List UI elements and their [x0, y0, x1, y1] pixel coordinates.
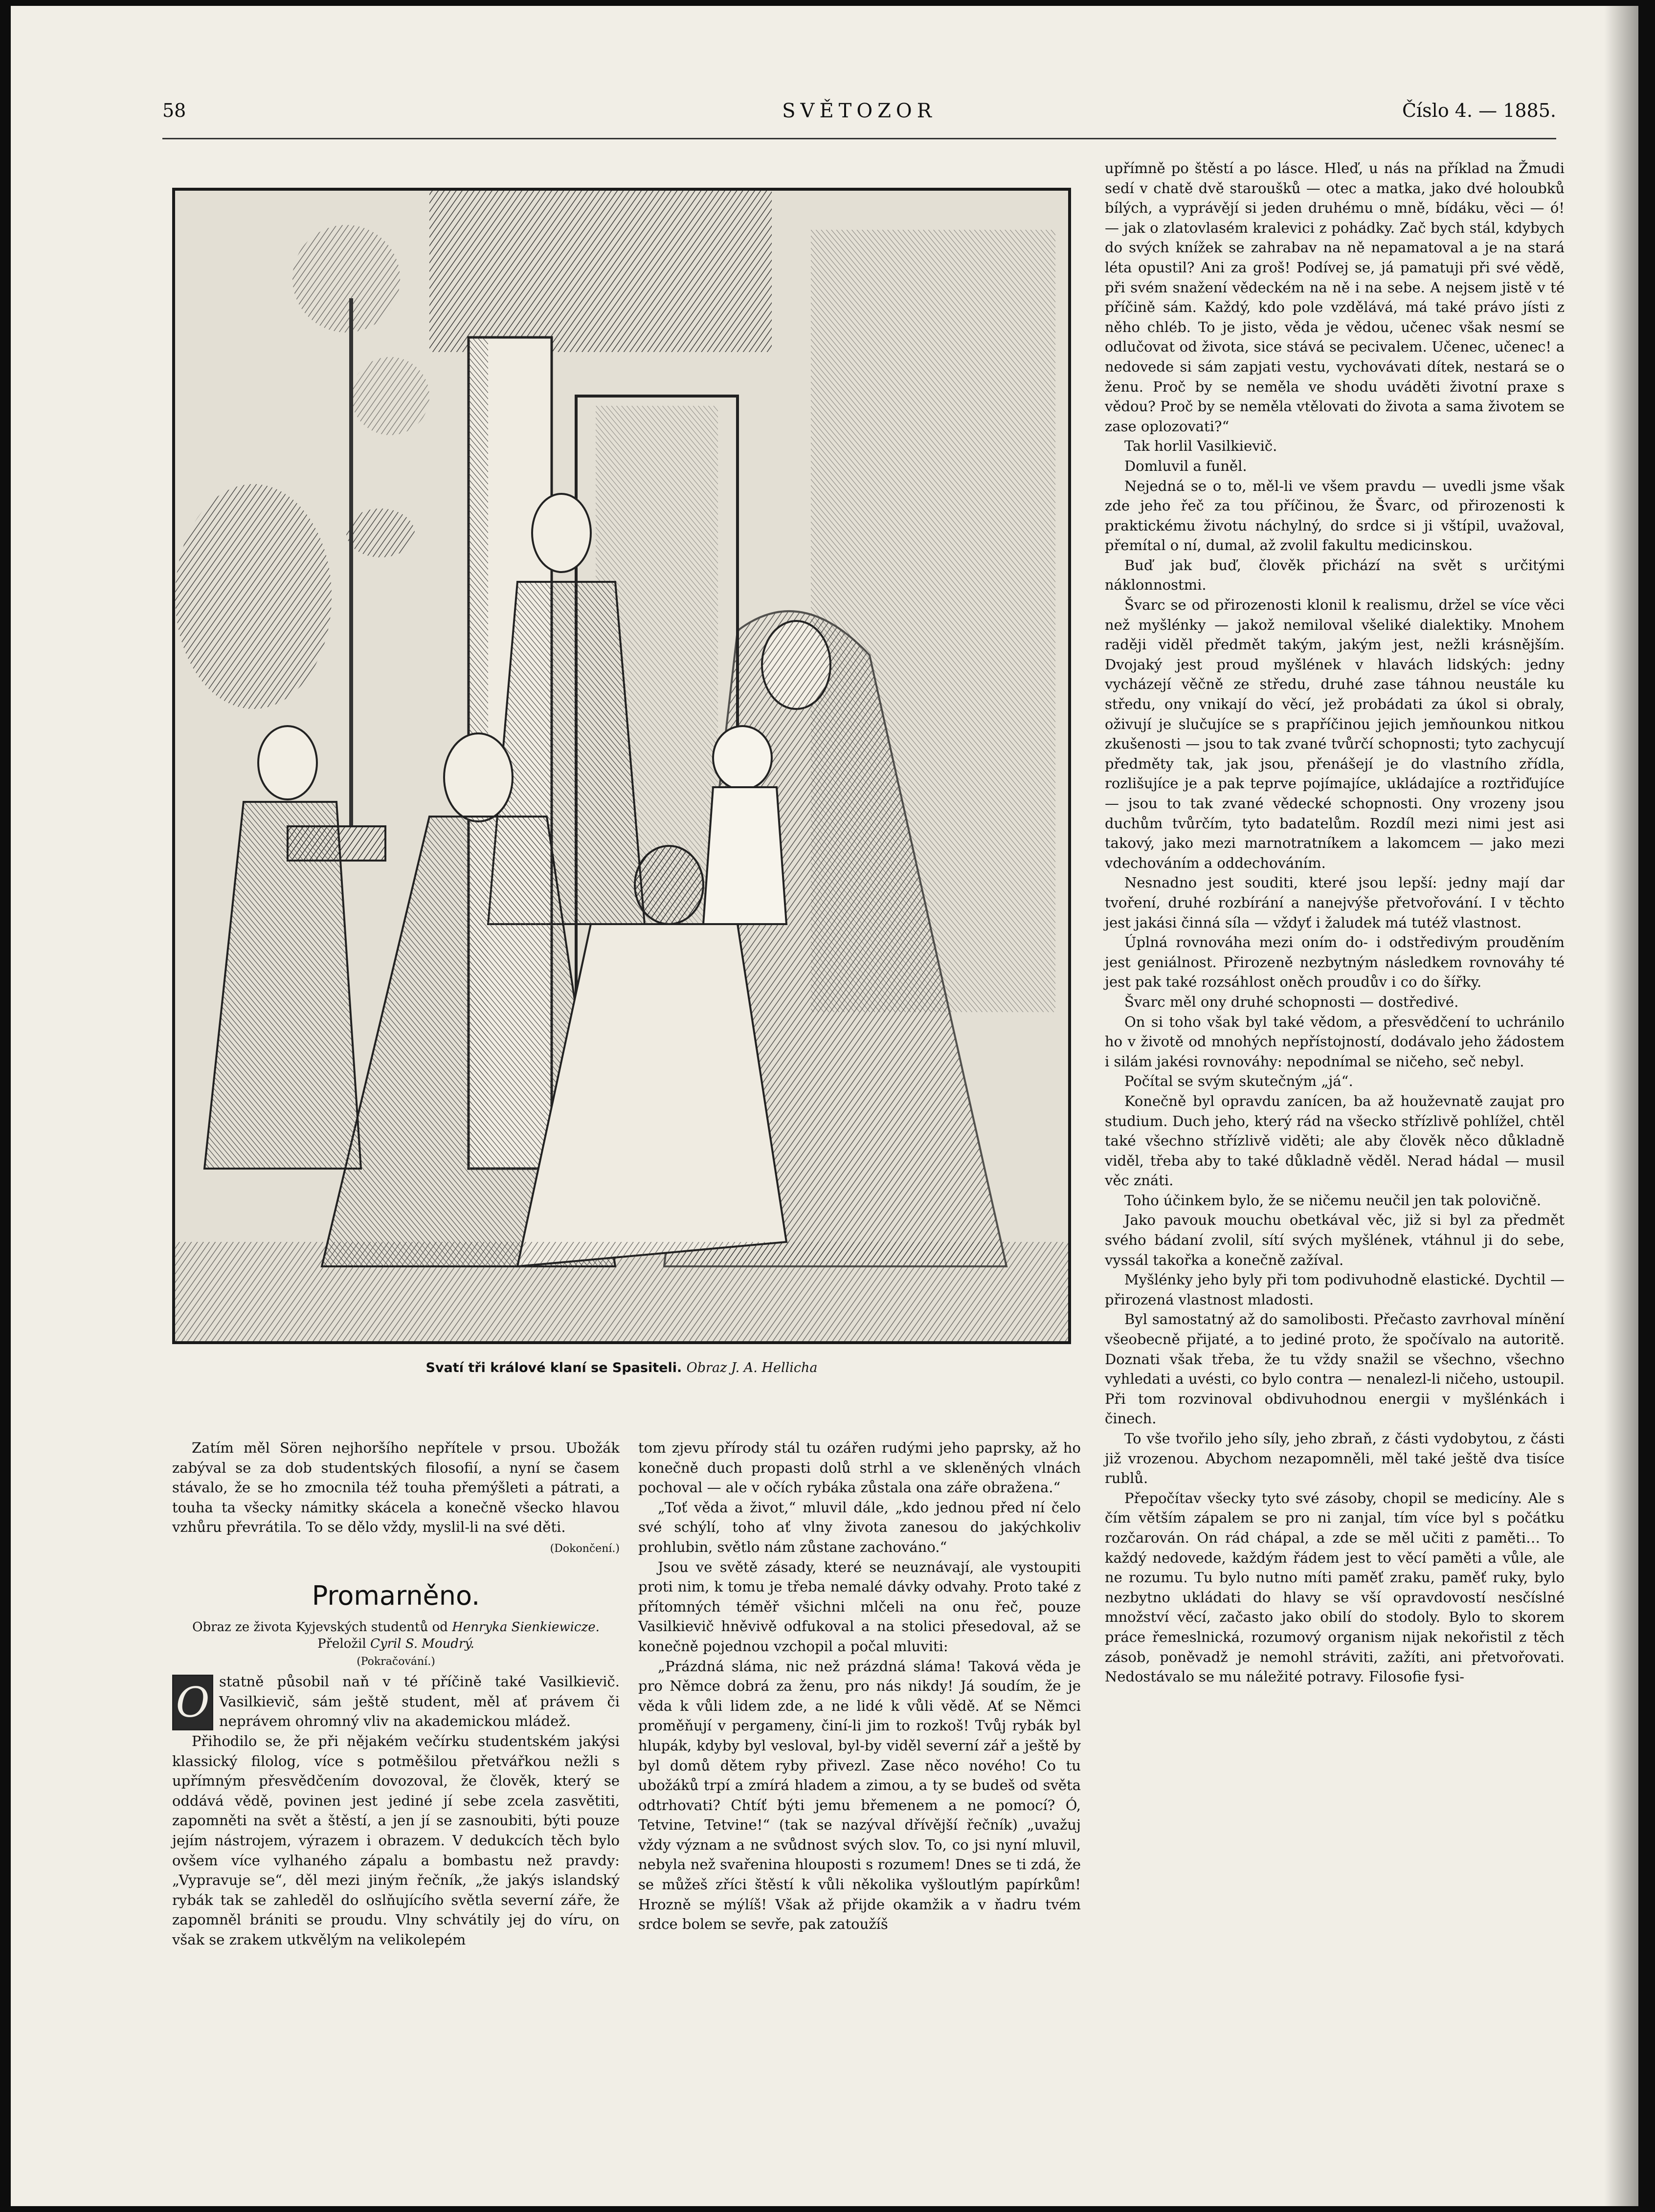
paragraph: Přihodilo se, že při nějakém večírku studentském jakýsi klassický filolog, více s potměšilou přetvářkou nežli s upřímným přesvědčením dovozoval, že člověk, který se oddává vědě, povinen jest jediné jí sebe zcela zasvětiti, zapomněti na svět a štěstí, a jen jí se zasnoubiti, býti pouze jejím nástrojem, výrazem i obrazem. V dedukcích těch bylo ovšem více vylhaného zápalu a bombastu než pravdy: „Vypravuje se“, děl mezi jiným řečník, „že jakýs islandský rybák tak se zahleděl do oslňujícího světla severní záře, že zapomněl brániti se proudu. Vlny schvátily jej do víru, on však se zrakem utkvělým na velikolepém [172, 1732, 620, 1948]
header-rule [162, 138, 1556, 139]
story-title: Promarněno. [312, 1580, 480, 1611]
binding-shadow [1604, 6, 1638, 2206]
paragraph: Myšlénky jeho byly při tom podivuhodně elastické. Dychtil — přirozená vlastnost mladosti. [1105, 1271, 1565, 1308]
left-column [172, 1438, 620, 1949]
caption-credit: Obraz J. A. Hellicha [686, 1360, 818, 1375]
paragraph: Počítal se svým skutečným „já“. [1124, 1073, 1353, 1090]
paragraph: Nesnadno jest souditi, které jsou lepší: jedny mají dar tvoření, druhé rozbírání a nanejvýše přetvořování. I v těchto jest jakási činná síla — vždyť i žaludek má tutéž vlastnost. [1105, 874, 1565, 931]
paragraph: Švarc se od přirozenosti klonil k realismu, držel se více věci než myšlénky — jakož nemiloval všeliké dialektiky. Mnohem raději viděl předmět takým, jakým jest, nežli krásnějším. Dvojaký jest proud myšlének v hlavách lidských: jedny vycházejí věčně ze středu, druhé zase táhnou neustále ku středu, ony vnikají do věcí, jež probádati za úkol si obraly, oživují je slučujíce se s prapříčinou jejich jemňounkou nitkou zkušenosti — jsou to tak zvané tvůrčí schopnosti; tyto zachycují předměty tak, jak jsou, přenášejí je do vlastního zřídla, rozlišujíce je a pak teprve pojímajíce, ukládajíce a roztřiďujíce — jsou to tak zvané vědecké schopnosti. Ony vrozeny jsou duchům tvůrčím, tyto badatelům. Rozdíl mezi nimi jest asi takový, jako mezi marnotratníkem a lakomcem — jako mezi vdechováním a oddechováním. [1105, 597, 1565, 871]
paragraph: To vše tvořilo jeho síly, jeho zbraň, z části vydobytou, z části již vrozenou. Abychom nezapomněli, měl také ještě dva tisíce rublů. [1105, 1430, 1565, 1487]
subtitle-translator-prefix: Přeložil [317, 1636, 366, 1651]
caption-main: Svatí tři králové klaní se Spasiteli. [425, 1360, 682, 1375]
journal-title: SVĚTOZOR [782, 100, 937, 122]
paragraph: Nejedná se o to, měl-li ve všem pravdu — uvedli jsme však zde jeho řeč za tou příčinou, že Švarc, od přirozenosti k praktickému životu náchylný, do srdce si ji vštípil, uvažoval, přemítal o ní, dumal, až zvolil fakultu medicinskou. [1105, 477, 1565, 554]
concluded-note: (Dokončení.) [550, 1542, 620, 1555]
page-number: 58 [162, 100, 186, 121]
right-column [1105, 158, 1565, 1687]
subtitle-translator: Cyril S. Moudrý. [370, 1636, 474, 1651]
illustration-caption [172, 1360, 1071, 1375]
paragraph: Zatím měl Sören nejhoršího nepřítele v prsou. Ubožák zabýval se za dob studentských filosofií, a nyní se časem stávalo, že se ho zmocnila též touha přemýšleti a pátrati, a touha ta všecky námitky skácela a konečně všecko hlavou vzhůru převrátila. To se dělo vždy, myslil-li na své děti. [172, 1439, 620, 1536]
paragraph: „Toť věda a život,“ mluvil dále, „kdo jednou před ní čelo své schýlí, toho ať vlny života zanesou do jakýchkoliv prohlubin, světlo nám zůstane zachováno.“ [638, 1499, 1081, 1555]
engraving-illustration [172, 188, 1071, 1344]
subtitle-prefix: Obraz ze života Kyjevských studentů od [192, 1619, 448, 1635]
continued-note: (Pokračování.) [357, 1655, 435, 1668]
paragraph: „Prázdná sláma, nic než prázdná sláma! Taková věda je pro Němce dobrá za ženu, pro nás nikdy! Já soudím, že je věda k vůli lidem zde, a ne lidé k vůli vědě. Ať se Němci proměňují v pergameny, činí-li jim to rozkoš! Tvůj rybák byl hlupák, kdyby byl vesloval, byl-by viděl severní zář a ještě by byl domů dětem ryby přivezl. Zase něco nového! Co tu ubožáků trpí a zmírá hladem a zimou, a ty se budeš od světa odtrhovati? Chtíť býti jemu břemenem a ne pomocí? Ó, Tetvine, Tetvine!“ (tak se nazýval dřívější řečník) „uvažuj vždy význam a ne svůdnost svých slov. To, co jsi nyní mluvil, nebyla než svařenina hlouposti s rozumem! Dnes se ti zdá, že se můžeš zříci štěstí k vůli několika vyšloutlým papírkům! Hrozně se mýlíš! Však až přijde okamžik a v ňadru tvém srdce bolem se sevře, pak zatoužíš [638, 1658, 1081, 1933]
paragraph: Tak horlil Vasilkievič. [1124, 438, 1277, 455]
first-paragraph-text: statně působil naň v té příčině také Vasilkievič. Vasilkievič, sám ještě student, měl ať právem či neprávem ohromný vliv na akademickou mládež. [219, 1673, 620, 1730]
paragraph: Přepočítav všecky tyto své zásoby, chopil se medicíny. Ale s čím větším zápalem se pro ni zanjal, tím více byl s počátku rozčarován. On rád chápal, a zde se měl učiti z paměti… To každý nedovede, každým řádem jest to věcí paměti a vůle, ale ne rozumu. Tu bylo nutno míti paměť zraku, paměť ruky, bylo nezbytno ukládati do hlavy se vší opravdovostí nesčíslné množství věcí, začasto jako obilí do stodoly. Bylo to skorem práce řemeslnická, rozumový organism nijak nekořistil z těch zásob, poněvadž je nemohl stráviti, zažíti, ani přetvořovati. Nedostávalo se mu náležité potravy. Filosofie fysi- [1105, 1489, 1565, 1685]
paragraph: Buď jak buď, člověk přichází na svět s určitými náklonnostmi. [1105, 556, 1565, 594]
paragraph: Domluvil a funěl. [1124, 457, 1247, 474]
paragraph [172, 1672, 620, 1731]
dropcap-letter: O [172, 1675, 213, 1730]
paragraph: Úplná rovnováha mezi oním do- i odstředivým prouděním jest geniálnost. Přirozeně nezbytným následkem rovnováhy té jest pak také rozsáhlost oněch proudův i co do šířky. [1105, 934, 1565, 991]
paragraph: upřímně po štěstí a po lásce. Hleď, u nás na příklad na Žmudi sedí v chatě dvě staroušků — otec a matka, jako dvé holoubků bílých, a vyprávějí si jeden druhému o mně, bídáku, věci — ó! — jak o zlatovlasém kralevici z pohádky. Zač bych stál, kdybych do svých knížek se zahrabav na ně nepamatoval a je na stará léta opustil? Ani za groš! Podívej se, já pamatuji při své vědě, při svém snažení vědeckém na ně i na sebe. A nejsem jistě v té příčině sám. Každý, kdo pole vzdělává, má také právo jísti z něho chléb. To je jisto, věda je vědou, učenec však nesmí se odlučovat od života, sice stává se pecivalem. Učenec, učenec! a nedovede si sám zapjati vestu, vychovávati dítek, nestará se o ženu. Proč by se neměla ve shodu uváděti životní praxe s vědou? Proč by se neměla vtělovati do života a sama životem se zase oplozovati?“ [1105, 160, 1565, 435]
paragraph: Toho účinkem bylo, že se ničemu neučil jen tak polovičně. [1124, 1192, 1542, 1209]
subtitle-author: Henryka Sienkiewicze. [452, 1619, 600, 1635]
paragraph: On si toho však byl také vědom, a přesvědčení to uchránilo ho v životě od mnohých nepřístojností, dodávalo jeho žádostem i silám jakési rovnováhy: nepodnímal se ničeho, seč nebyl. [1105, 1013, 1565, 1070]
paragraph: tom zjevu přírody stál tu ozářen rudými jeho paprsky, až ho konečně duch propasti dolů strhl a ve skleněných vlnách pochoval — ale v očích rybáka zůstala ona záře obražena.“ [638, 1439, 1081, 1496]
newspaper-page [11, 6, 1638, 2206]
page-header [162, 100, 1556, 129]
paragraph: Švarc měl ony druhé schopnosti — dostředivé. [1124, 993, 1459, 1010]
middle-column [638, 1438, 1081, 1934]
paragraph: Byl samostatný až do samolibosti. Přečasto zavrhoval mínění všeobecně přijaté, a to jediné proto, že spočívalo na autoritě. Doznati však třeba, že tu vždy snažil se všechno, všechno vyhledati a uvésti, co bylo contra — nenalezl-li ničeho, ustoupil. Při tom rozvinoval obdivuhodnou energii v myšlénkách i činech. [1105, 1311, 1565, 1427]
paragraph: Konečně byl opravdu zanícen, ba až houževnatě zaujat pro studium. Duch jeho, který rád na všecko střízlivě pohlížel, chtěl také všechno střízlivě viděti; ale aby člověk něco důkladně viděl, třeba aby to také důkladně věděl. Nerad hádal — musil věc znáti. [1105, 1092, 1565, 1189]
engraving-image [175, 191, 1068, 1341]
paragraph: Jako pavouk mouchu obetkával věc, již si byl za předmět svého bádaní zvolil, sítí svých myšlének, vtáhnul ji do sebe, vyssál takořka a konečně zažíval. [1105, 1212, 1565, 1268]
issue-label: Číslo 4. — 1885. [1402, 100, 1556, 121]
story-subtitle [172, 1619, 620, 1652]
paragraph: Jsou ve světě zásady, které se neuznávají, ale vystoupiti proti nim, k tomu je třeba nemalé dávky odvahy. Proto také z přítomných téměř všichni mlčeli na onu řeč, pouze Vasilkievič hněvivě odfukoval a na stolici přesedoval, až se konečně pojednou vzchopil a počal mluviti: [638, 1558, 1081, 1655]
